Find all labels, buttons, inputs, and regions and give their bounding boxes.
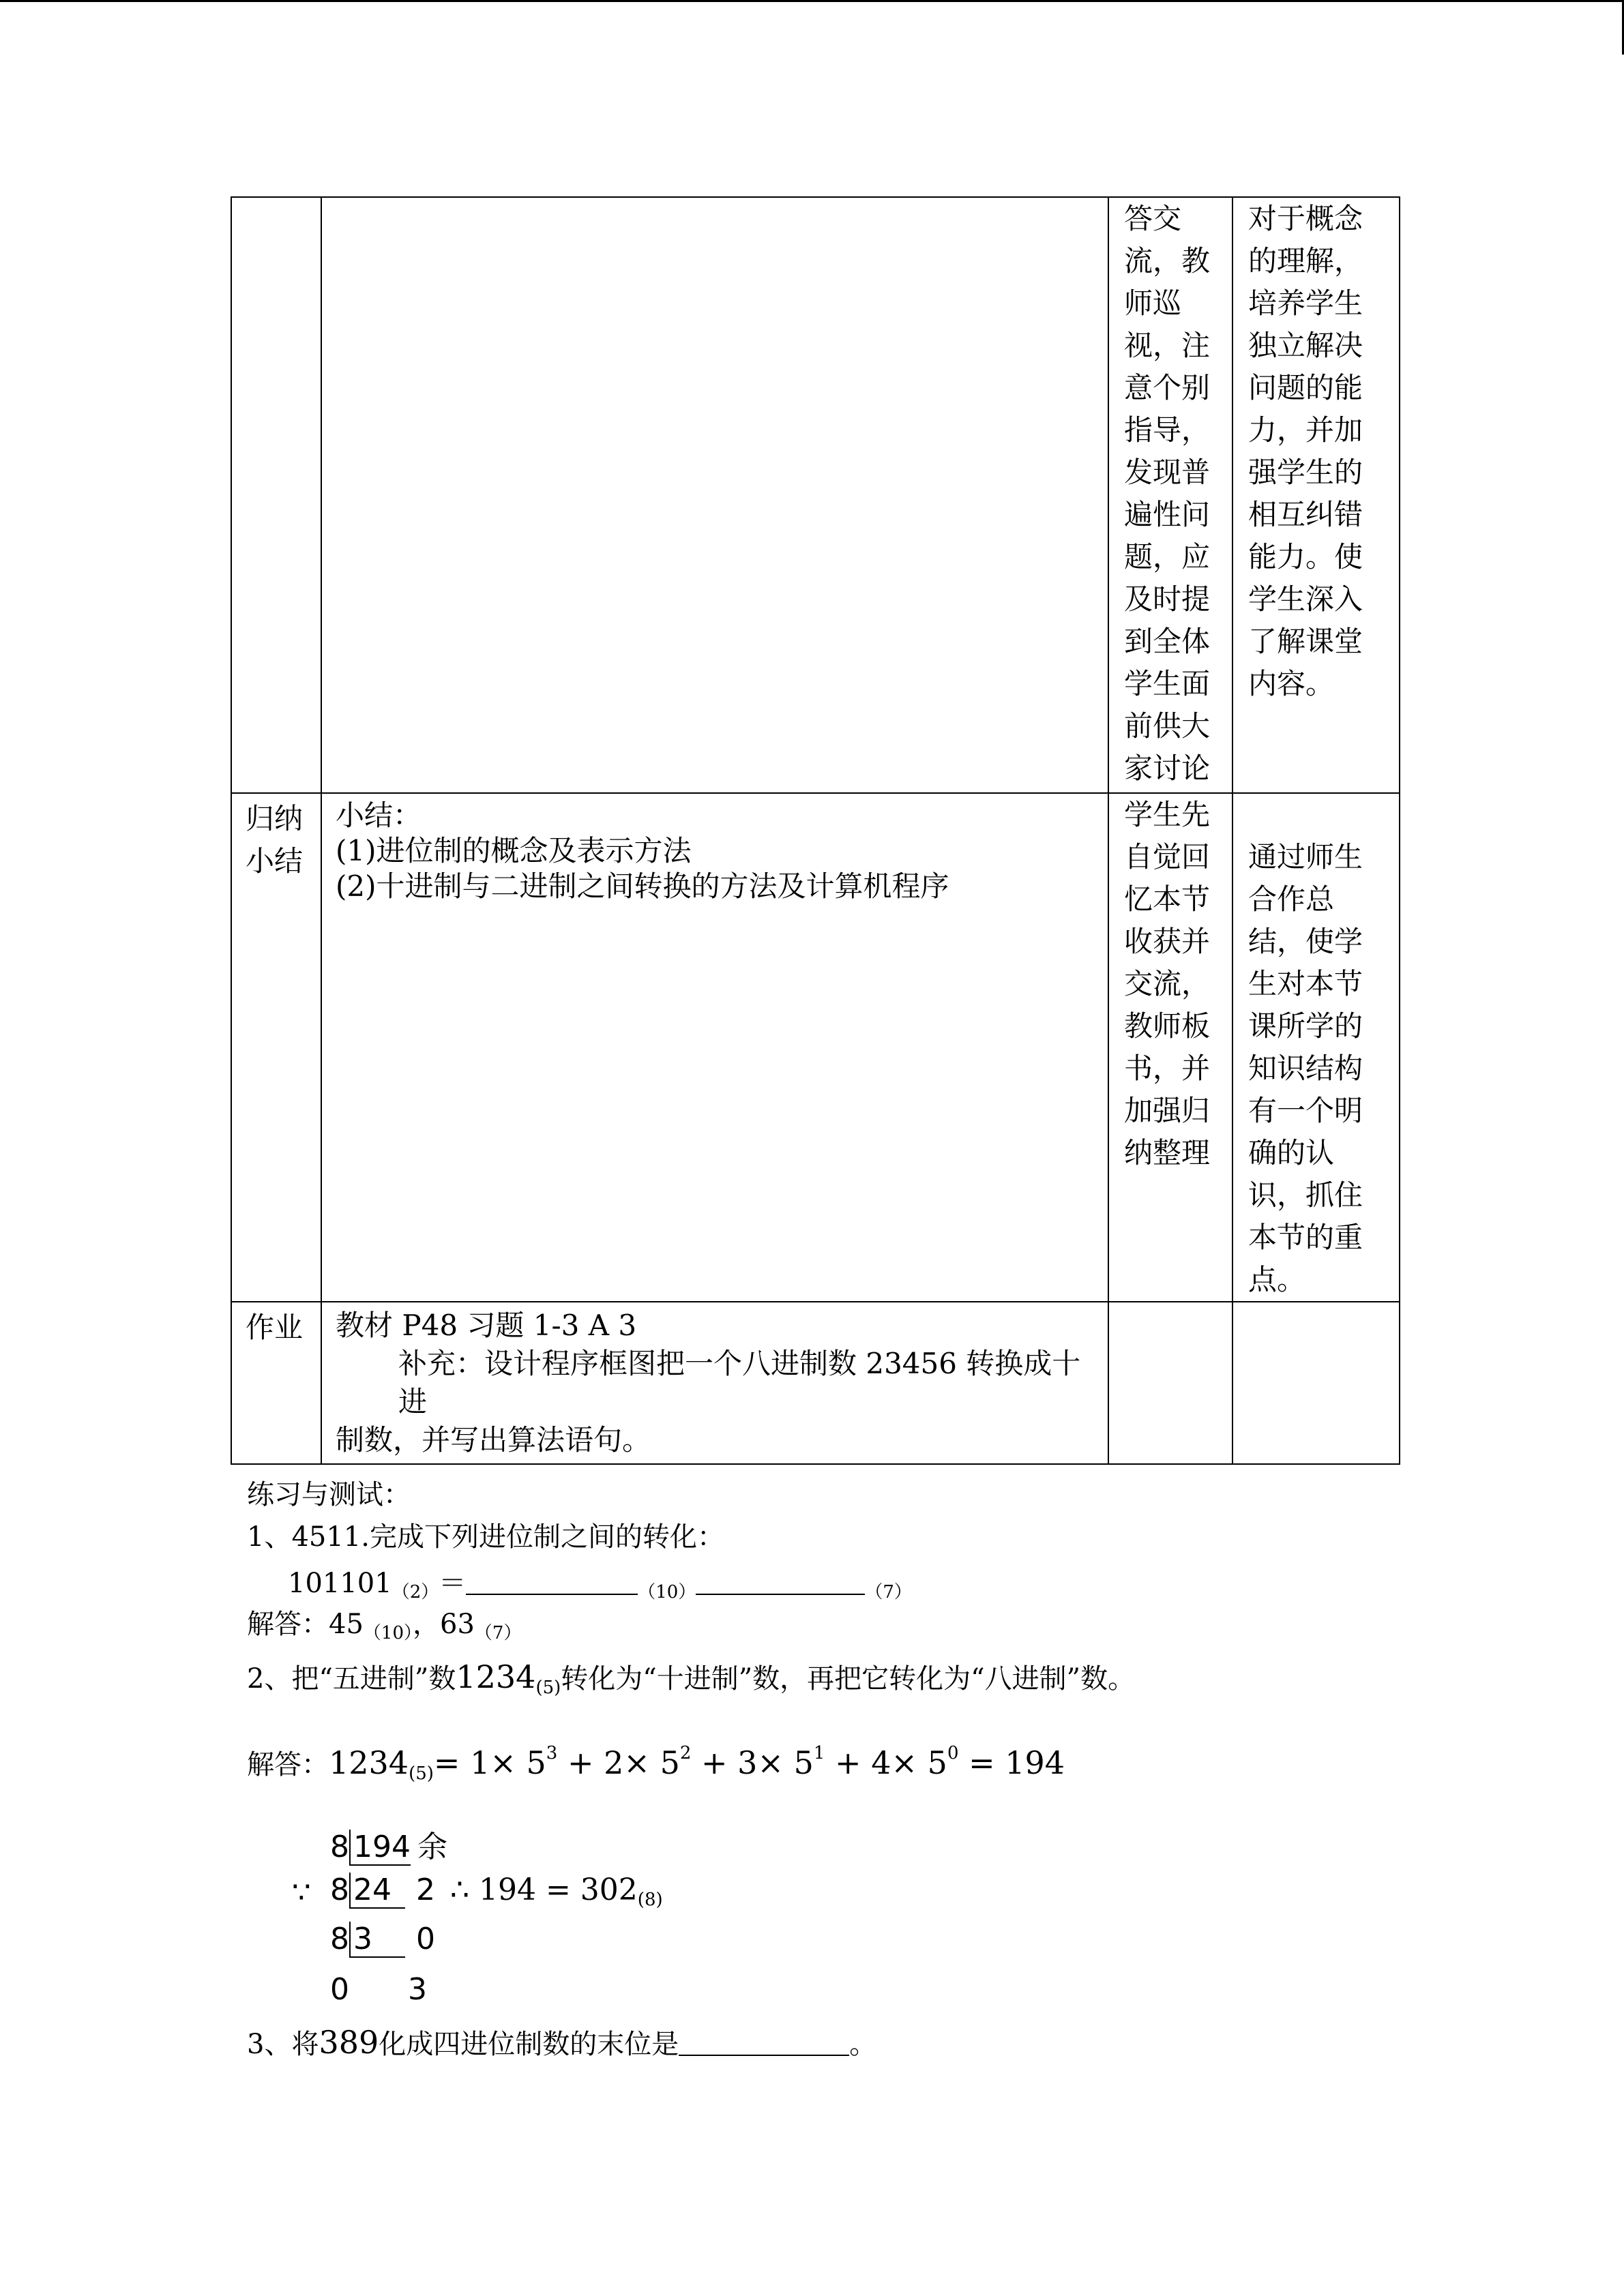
table-row (231, 1302, 1400, 1464)
a2-term-1: = 1× 5 (433, 1744, 546, 1781)
row1-intent-text: 对于概念的理解，培养学生独立解决问题的能力，并加强学生的相互纠错能力。使学生深入了解课堂内容。 (1248, 202, 1363, 700)
divisor-3: 8 (330, 1922, 349, 1956)
row3-label-cell (231, 1302, 321, 1464)
division-row-1 (330, 1822, 447, 1866)
q1-base-10: （10） (638, 1582, 696, 1602)
division-row-3 (330, 1922, 435, 1958)
conclusion (450, 1873, 663, 1910)
division-row-2 (330, 1873, 435, 1909)
q3-blank[interactable] (679, 2029, 849, 2056)
row1-label-cell (231, 197, 321, 793)
dividend-1: 194 (349, 1830, 411, 1866)
row2-label-text: 归纳小结 (246, 802, 304, 878)
divisor-2: 8 (330, 1873, 349, 1907)
table-row (231, 793, 1400, 1302)
therefore-base: (8) (637, 1890, 663, 1910)
divisor-1: 8 (330, 1830, 349, 1864)
row3-activity-cell (1108, 1302, 1232, 1464)
question-3 (247, 2023, 876, 2061)
exercise-heading: 练习与测试： (247, 1479, 411, 1510)
q3-pre: 3、将 (247, 2029, 319, 2060)
remainder-2: 2 (416, 1873, 435, 1907)
a2-term-3: + 3× 5 (691, 1744, 814, 1781)
quotient-final: 0 (330, 1972, 349, 2007)
row3-intent-cell (1232, 1302, 1400, 1464)
a1-base-10: （10） (363, 1623, 413, 1643)
q1-blank-septenary[interactable] (696, 1568, 865, 1595)
row2-activity-text: 学生先自觉回忆本节收获并交流，教师板书，并加强归纳整理 (1124, 798, 1211, 1169)
a2-exp-1: 1 (813, 1743, 825, 1763)
row1-activity-cell (1108, 197, 1232, 793)
row2-content-cell (321, 793, 1108, 1302)
question-1-expression (288, 1562, 912, 1603)
q1-blank-decimal[interactable] (466, 1568, 638, 1595)
remainder-3: 0 (416, 1922, 435, 1956)
question-1: 1、4511.完成下列进位制之间的转化： (247, 1521, 724, 1553)
q2-pre: 2、把“五进制”数 (247, 1663, 456, 1695)
a1-sep: ，63 (413, 1609, 475, 1640)
q1-number: 101101 (288, 1568, 392, 1599)
dividend-2: 24 (349, 1873, 405, 1909)
a2-number: 1234 (329, 1744, 409, 1781)
homework-line-1: 教材 P48 习题 1-3 A 3 (336, 1309, 637, 1342)
q1-base-2: （2） (392, 1582, 439, 1602)
therefore-text: ∴ 194 = 302 (450, 1873, 638, 1907)
homework-line-3: 制数，并写出算法语句。 (336, 1423, 651, 1457)
q2-number: 1234 (456, 1658, 536, 1695)
a2-exp-3: 3 (546, 1743, 558, 1763)
q3-post: 化成四进位制数的末位是 (379, 2029, 679, 2060)
row3-content-cell (321, 1302, 1108, 1464)
q3-number: 389 (319, 2024, 379, 2061)
table-row (231, 197, 1400, 793)
a1-base-7: （7） (474, 1623, 522, 1643)
a2-exp-2: 2 (679, 1743, 692, 1763)
answer-2-formula (247, 1743, 1065, 1784)
row1-activity-text: 答交流，教师巡视，注意个别指导，发现普遍性问题，应及时提到全体学生面前供大家讨论 (1124, 202, 1211, 785)
a2-base: (5) (409, 1763, 434, 1784)
a1-prefix: 解答：45 (247, 1609, 364, 1640)
remainder-label: 余 (417, 1830, 447, 1864)
a2-exp-0: 0 (947, 1743, 959, 1763)
q1-equals: ＝ (439, 1568, 467, 1599)
remainder-4: 3 (408, 1972, 427, 2007)
row2-intent-cell (1232, 793, 1400, 1302)
q2-base: (5) (535, 1678, 561, 1698)
homework-line-2: 补充：设计程序框图把一个八进制数 23456 转换成十进 (398, 1347, 1081, 1418)
lesson-plan-table (231, 196, 1400, 1465)
row2-intent-text: 通过师生合作总结，使学生对本节课所学的知识结构有一个明确的认识，抓住本节的重点。 (1248, 840, 1363, 1296)
page-top-border (0, 0, 1624, 2)
answer-1 (247, 1602, 521, 1644)
row3-label-text: 作业 (246, 1311, 304, 1344)
row2-activity-cell (1108, 793, 1232, 1302)
because-symbol: ∵ (292, 1875, 311, 1910)
q2-post: 转化为“十进制”数，再把它转化为“八进制”数。 (561, 1663, 1136, 1695)
a2-term-4: + 4× 5 (825, 1744, 947, 1781)
a2-term-2: + 2× 5 (557, 1744, 680, 1781)
row1-intent-cell (1232, 197, 1400, 793)
q3-end: 。 (849, 2029, 877, 2060)
summary-item-2: (2)十进制与二进制之间转换的方法及计算机程序 (336, 869, 949, 903)
question-2 (247, 1657, 1135, 1698)
row2-label-cell (231, 793, 321, 1302)
a2-prefix: 解答： (247, 1749, 329, 1780)
q1-base-7: （7） (865, 1582, 912, 1602)
dividend-3: 3 (349, 1922, 405, 1958)
row1-content-cell (321, 197, 1108, 793)
a2-result: = 194 (958, 1744, 1065, 1781)
division-row-4 (330, 1972, 427, 2007)
summary-title: 小结： (336, 799, 422, 832)
summary-item-1: (1)进位制的概念及表示方法 (336, 834, 692, 867)
